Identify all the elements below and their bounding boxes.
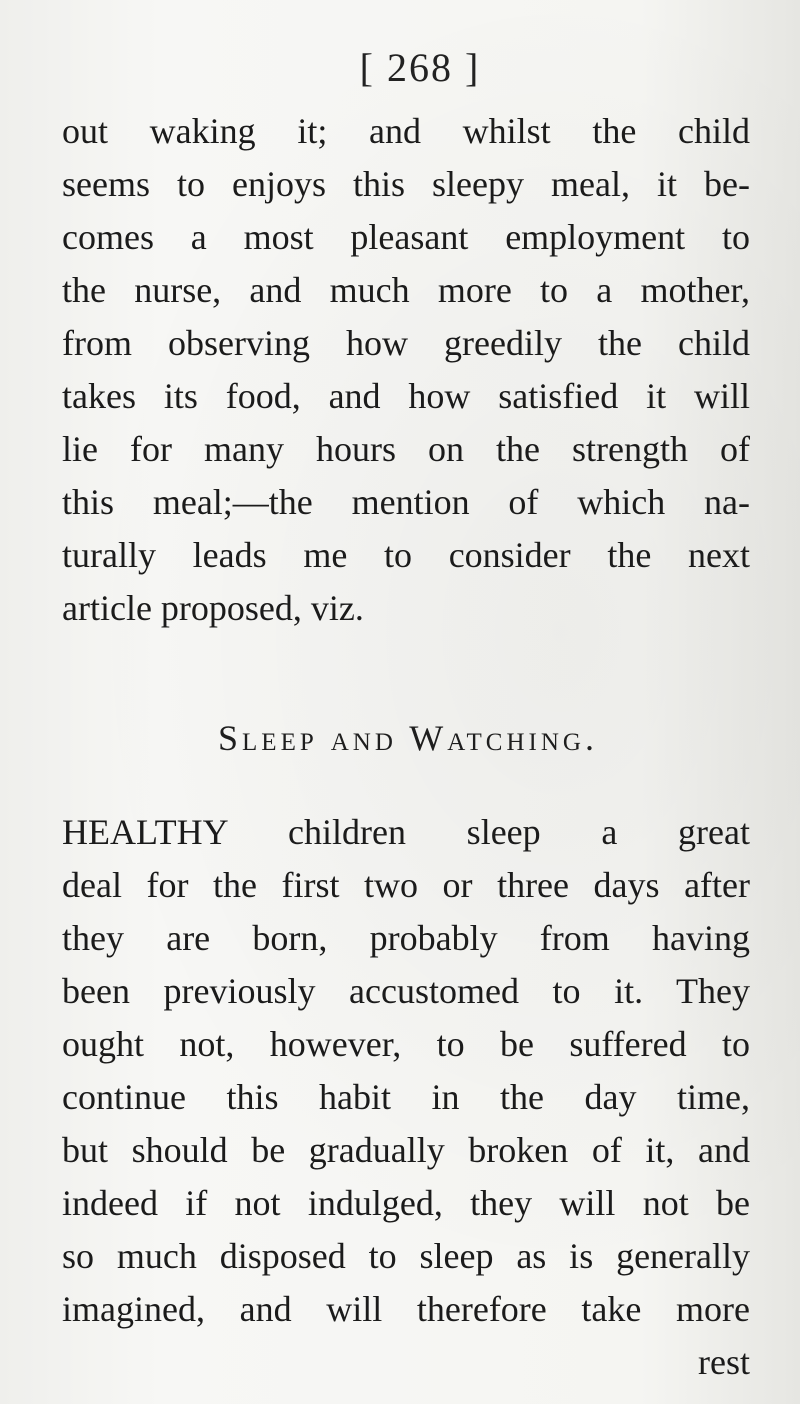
text-line: they are born, probably from having (62, 918, 750, 958)
text-line: comes a most pleasant employment to (62, 217, 750, 257)
text-line: ought not, however, to be suffered to (62, 1024, 750, 1064)
text-line: HEALTHY children sleep a great (62, 812, 750, 852)
text-line: indeed if not indulged, they will not be (62, 1183, 750, 1223)
text-line: lie for many hours on the strength of (62, 429, 750, 469)
paragraph-sleep (62, 806, 750, 1389)
text-line: but should be gradually broken of it, and (62, 1130, 750, 1170)
page-number: [ 268 ] (359, 45, 481, 90)
text-line: turally leads me to consider the next (62, 535, 750, 575)
text-line: continue this habit in the day time, (62, 1077, 750, 1117)
text-line: seems to enjoys this sleepy meal, it be- (62, 164, 750, 204)
section-heading: Sleep and Watching. (218, 718, 598, 758)
text-line: this meal;—the mention of which na- (62, 482, 750, 522)
text-line: article proposed, viz. (62, 588, 364, 628)
text-line: the nurse, and much more to a mother, (62, 270, 750, 310)
text-line: deal for the first two or three days after (62, 865, 750, 905)
text-line: so much disposed to sleep as is generally (62, 1236, 750, 1276)
text-line: imagined, and will therefore take more (62, 1289, 750, 1329)
text-line: takes its food, and how satisfied it will (62, 376, 750, 416)
text-line: from observing how greedily the child (62, 323, 750, 363)
paragraph-continued (62, 105, 750, 635)
text-line: out waking it; and whilst the child (62, 111, 750, 151)
catchword: rest (698, 1342, 750, 1382)
text-line: been previously accustomed to it. They (62, 971, 750, 1011)
